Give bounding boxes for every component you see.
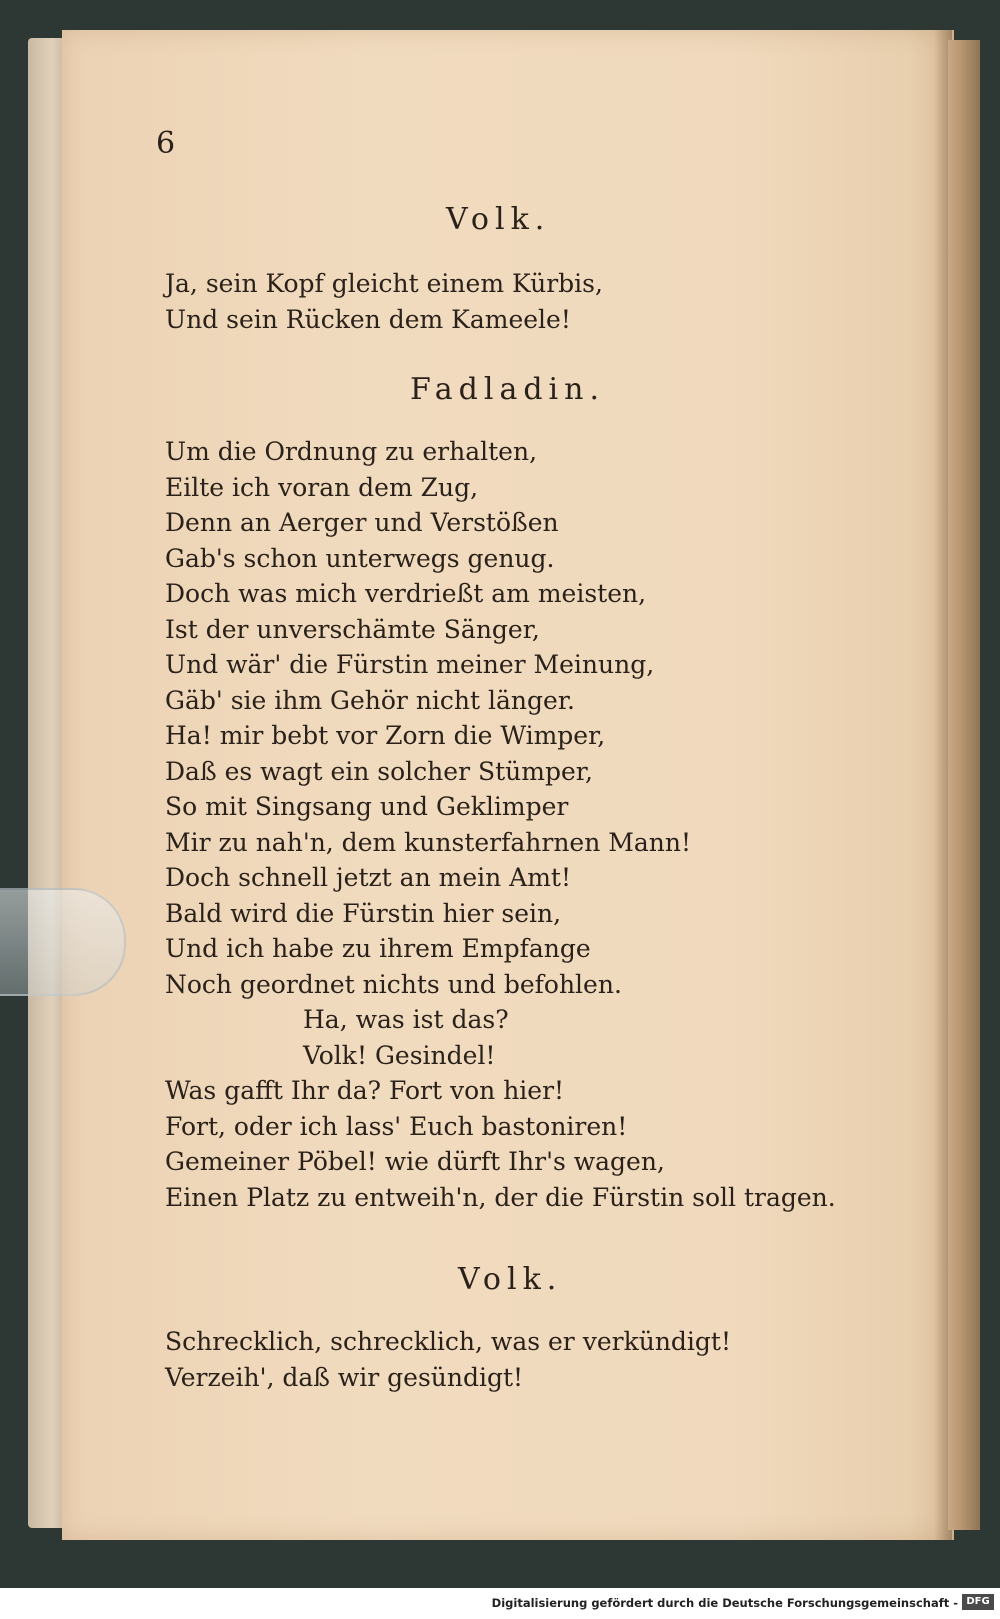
verse-line: Ja, sein Kopf gleicht einem Kürbis, bbox=[165, 269, 603, 298]
verse-line: Daß es wagt ein solcher Stümper, bbox=[165, 756, 593, 786]
verse-block bbox=[165, 434, 836, 1215]
verse-line: Ha! mir bebt vor Zorn die Wimper, bbox=[165, 721, 606, 750]
speaker-heading: Volk. bbox=[446, 202, 551, 237]
verse-line: Denn an Aerger und Verstößen bbox=[165, 508, 559, 537]
verse-line: Noch geordnet nichts und befohlen. bbox=[165, 969, 622, 999]
page-clip bbox=[0, 888, 126, 996]
verse-line: Doch was mich verdrießt am meisten, bbox=[165, 579, 647, 608]
speaker-heading: Volk. bbox=[458, 1262, 563, 1297]
verse-line: Und ich habe zu ihrem Empfange bbox=[165, 934, 591, 963]
verse-line: So mit Singsang und Geklimper bbox=[165, 792, 569, 821]
verse-line: Fort, oder ich lass' Euch bastoniren! bbox=[165, 1111, 628, 1141]
verse-line: Gäb' sie ihm Gehör nicht länger. bbox=[165, 685, 575, 715]
verse-line: Und sein Rücken dem Kameele! bbox=[165, 304, 571, 334]
page-number: 6 bbox=[156, 126, 176, 161]
verse-line: Eilte ich voran dem Zug, bbox=[165, 472, 479, 502]
verse-line: Doch schnell jetzt an mein Amt! bbox=[165, 863, 572, 892]
verse-line: Ist der unverschämte Sänger, bbox=[165, 614, 540, 644]
verse-line: Und wär' die Fürstin meiner Meinung, bbox=[165, 650, 655, 679]
verse-line: Was gafft Ihr da? Fort von hier! bbox=[165, 1076, 565, 1105]
verse-block bbox=[165, 1324, 731, 1395]
verse-line: Ha, was ist das? bbox=[303, 1005, 509, 1034]
verse-line: Um die Ordnung zu erhalten, bbox=[165, 437, 538, 466]
footer-bar bbox=[0, 1588, 1000, 1619]
verse-line: Gab's schon unterwegs genug. bbox=[165, 543, 555, 573]
verse-line: Schrecklich, schrecklich, was er verkündigt! bbox=[165, 1327, 732, 1356]
verse-line: Bald wird die Fürstin hier sein, bbox=[165, 898, 562, 928]
verse-line: Mir zu nah'n, dem kunsterfahrnen Mann! bbox=[165, 827, 692, 857]
verse-line: Einen Platz zu entweih'n, der die Fürstin soll tragen. bbox=[165, 1182, 836, 1212]
funding-credit: Digitalisierung gefördert durch die Deutsche Forschungsgemeinschaft - bbox=[491, 1596, 958, 1610]
verse-block bbox=[165, 266, 603, 337]
dfg-logo: DFG bbox=[962, 1594, 994, 1610]
book-right-edge bbox=[948, 40, 980, 1530]
verse-line: Volk! Gesindel! bbox=[303, 1040, 496, 1070]
verse-line: Gemeiner Pöbel! wie dürft Ihr's wagen, bbox=[165, 1147, 665, 1176]
verse-line: Verzeih', daß wir gesündigt! bbox=[165, 1362, 524, 1392]
speaker-heading: Fadladin. bbox=[410, 372, 606, 407]
